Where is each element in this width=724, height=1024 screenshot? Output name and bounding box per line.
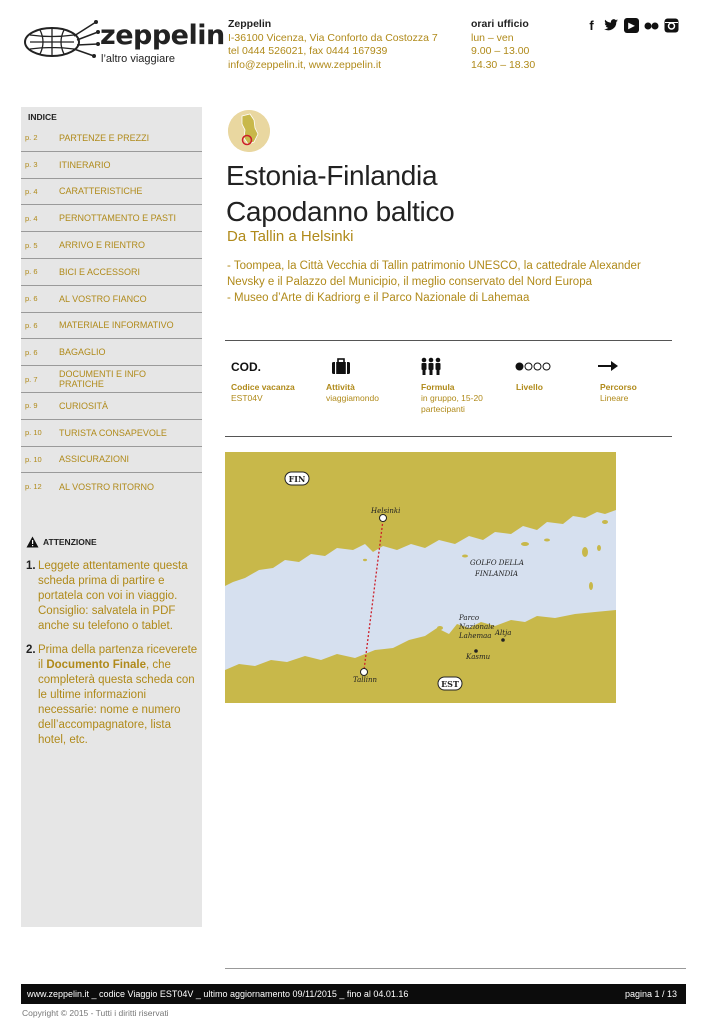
label-gulf-line2: FINLANDIA xyxy=(475,570,519,578)
office-hours xyxy=(471,18,535,72)
label-tallinn: Tallinn xyxy=(353,676,378,684)
index-item-bici[interactable] xyxy=(21,259,202,286)
index-item-arrivo[interactable] xyxy=(21,232,202,259)
index-page: p. 6 xyxy=(25,294,38,304)
footer-info: www.zeppelin.it _ codice Viaggio EST04V _ ultimo aggiornamento 09/11/2015 _ fino al 04.01.16 xyxy=(27,989,409,999)
map-graphic xyxy=(225,452,616,703)
label-fin: FIN xyxy=(288,474,306,484)
arrow-right-icon xyxy=(598,361,618,371)
note-item xyxy=(26,643,198,748)
index-item-pernottamento[interactable] xyxy=(21,205,202,232)
info-heading: Codice vacanza xyxy=(231,382,295,392)
label-kasmu: Kasmu xyxy=(466,653,491,661)
info-value: Lineare xyxy=(600,393,629,403)
index-label: PARTENZE E PREZZI xyxy=(59,132,150,143)
company-phone: tel 0444 526021, fax 0444 167939 xyxy=(228,45,388,57)
logo-wordmark: zeppelin xyxy=(100,20,225,51)
note-text-post: , che completerà questa scheda con le ultime informazioni necessarie: nome e numero dell’accompagnatore, lista hotel, etc. xyxy=(38,659,195,746)
level-dot-empty xyxy=(534,363,541,370)
page-subtitle: Da Tallin a Helsinki xyxy=(227,228,354,245)
index-item-materiale[interactable] xyxy=(21,313,202,340)
info-col-livello xyxy=(516,382,543,393)
youtube-icon[interactable]: ▶ xyxy=(624,18,639,33)
flickr-icon[interactable] xyxy=(644,18,659,33)
index-label: TURISTA CONSAPEVOLE xyxy=(59,427,167,438)
index-page: p. 6 xyxy=(25,267,38,277)
note-number: 1. xyxy=(26,560,36,572)
index-page: p. 4 xyxy=(25,186,38,196)
helsinki-marker xyxy=(380,515,387,522)
zeppelin-logo-icon xyxy=(22,18,100,62)
attention-title: ATTENZIONE xyxy=(43,537,97,547)
suitcase-icon xyxy=(331,358,351,375)
index-label: PERNOTTAMENTO E PASTI xyxy=(59,213,177,224)
level-dot-empty xyxy=(525,363,532,370)
footer-divider xyxy=(225,968,686,969)
footer-bar xyxy=(21,984,686,1004)
note-text-strong: Documento Finale xyxy=(46,659,146,671)
index-label: ASSICURAZIONI xyxy=(59,454,130,465)
page-title xyxy=(226,158,454,230)
index-page: p. 6 xyxy=(25,347,38,357)
divider xyxy=(225,436,672,437)
index-item-caratteristiche[interactable] xyxy=(21,179,202,206)
index-page: p. 2 xyxy=(25,133,38,143)
description-line: - Museo d’Arte di Kadriorg e il Parco Nazionale di Lahemaa xyxy=(227,292,530,304)
index-page: p. 9 xyxy=(25,401,38,411)
attention-notes xyxy=(26,559,198,757)
index-title: INDICE xyxy=(28,112,57,122)
index-page: p. 5 xyxy=(25,240,38,250)
index-item-turista[interactable] xyxy=(21,420,202,447)
office-afternoon: 14.30 – 18.30 xyxy=(471,58,536,71)
cod-label: COD. xyxy=(231,360,261,374)
info-heading: Formula xyxy=(421,382,455,392)
location-badge-icon xyxy=(228,110,270,152)
index-item-itinerario[interactable] xyxy=(21,152,202,179)
index-label: MATERIALE INFORMATIVO xyxy=(59,320,174,331)
attention-heading xyxy=(26,536,97,548)
index-list xyxy=(21,125,202,500)
company-contacts[interactable]: info@zeppelin.it, www.zeppelin.it xyxy=(228,58,382,71)
level-dots-icon xyxy=(515,362,551,371)
note-text: Leggete attentamente questa scheda prima di partire e portatela con voi in viaggio. Consiglio: salvatela in PDF anche su telefono o tablet. xyxy=(38,560,188,632)
altja-marker xyxy=(501,638,505,642)
note-text xyxy=(38,643,198,748)
page-number: pagina 1 / 13 xyxy=(624,989,677,999)
index-item-partenze[interactable] xyxy=(21,125,202,152)
index-item-curiosita[interactable] xyxy=(21,393,202,420)
index-label: BICI E ACCESSORI xyxy=(59,266,141,277)
index-label: ARRIVO E RIENTRO xyxy=(59,240,146,251)
index-page: p. 4 xyxy=(25,213,38,223)
note-item xyxy=(26,559,198,634)
info-heading: Percorso xyxy=(600,382,637,392)
index-label: AL VOSTRO RITORNO xyxy=(59,481,155,492)
label-parco-line1: Parco xyxy=(459,614,480,622)
company-address: I-36100 Vicenza, Via Conforto da Costozza 7 xyxy=(228,31,438,44)
index-label: AL VOSTRO FIANCO xyxy=(59,293,147,304)
description-line: - Toompea, la Città Vecchia di Tallin patrimonio UNESCO, la cattedrale Alexander Nevsky e il Palazzo del Municipio, il meglio conservato del Nord Europa xyxy=(227,260,641,288)
trip-description xyxy=(227,258,677,306)
index-label: BAGAGLIO xyxy=(59,347,106,358)
info-value: EST04V xyxy=(231,393,263,403)
info-col-formula xyxy=(421,382,501,415)
label-altja: Altja xyxy=(495,629,512,637)
index-item-ritorno[interactable] xyxy=(21,473,202,500)
divider xyxy=(225,340,672,341)
group-icon xyxy=(420,357,442,375)
index-item-bagaglio[interactable] xyxy=(21,339,202,366)
title-line2: Capodanno baltico xyxy=(226,196,455,227)
index-label: ITINERARIO xyxy=(59,159,111,170)
company-name: Zeppelin xyxy=(228,18,272,30)
title-line1: Estonia-Finlandia xyxy=(226,160,438,191)
index-label: DOCUMENTI E INFO PRATICHE xyxy=(59,369,146,390)
index-item-assicurazioni[interactable] xyxy=(21,447,202,474)
label-helsinki: Helsinki xyxy=(371,507,401,515)
index-item-documenti[interactable] xyxy=(21,366,202,393)
index-page: p. 3 xyxy=(25,160,38,170)
social-links xyxy=(584,18,679,33)
index-label: CURIOSITÀ xyxy=(59,400,109,411)
twitter-icon[interactable] xyxy=(604,18,619,33)
label-parco-line3: Lahemaa xyxy=(459,632,492,640)
info-heading: Attività xyxy=(326,382,355,392)
level-dot-filled xyxy=(516,363,523,370)
index-page: p. 12 xyxy=(25,482,42,492)
info-col-attivita xyxy=(326,382,379,404)
route-map xyxy=(225,452,616,703)
info-value: viaggiamondo xyxy=(326,393,379,403)
index-label: CARATTERISTICHE xyxy=(59,186,143,197)
warning-icon xyxy=(26,536,39,548)
label-parco-line2: Nazionale xyxy=(459,623,495,631)
label-gulf-line1: GOLFO DELLA xyxy=(470,559,524,567)
copyright: Copyright © 2015 - Tutti i diritti riservati xyxy=(22,1008,169,1018)
index-page: p. 10 xyxy=(25,428,42,438)
logo xyxy=(22,16,225,76)
info-heading: Livello xyxy=(516,382,543,392)
instagram-icon[interactable] xyxy=(664,18,679,33)
info-col-codice xyxy=(231,382,295,404)
company-info xyxy=(228,18,438,72)
index-item-fianco[interactable] xyxy=(21,286,202,313)
level-dot-empty xyxy=(543,363,550,370)
info-value: in gruppo, 15-20 partecipanti xyxy=(421,393,483,414)
note-number: 2. xyxy=(26,644,36,656)
note-text-pre: Prima della partenza riceverete il xyxy=(38,644,198,671)
info-col-percorso xyxy=(600,382,637,404)
index-page: p. 7 xyxy=(25,374,38,384)
office-morning: 9.00 – 13.00 xyxy=(471,45,530,57)
facebook-icon[interactable]: f xyxy=(589,18,594,33)
sidebar xyxy=(21,107,202,927)
tallinn-marker xyxy=(361,669,368,676)
office-hours-title: orari ufficio xyxy=(471,18,529,30)
index-page: p. 6 xyxy=(25,320,38,330)
office-days: lun – ven xyxy=(471,31,514,44)
index-page: p. 10 xyxy=(25,454,42,464)
logo-tagline: l’altro viaggiare xyxy=(101,53,175,65)
label-est: EST xyxy=(441,679,459,689)
